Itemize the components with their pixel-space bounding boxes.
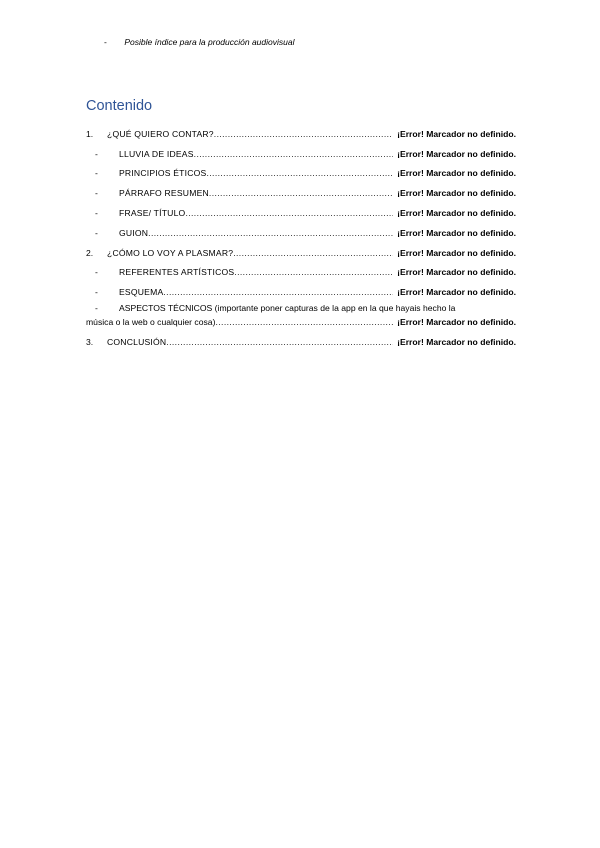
toc-entry-title: ESQUEMA	[119, 287, 164, 298]
toc-entry-title: CONCLUSIÓN	[107, 336, 167, 347]
intro-text: Posible índice para la producción audiovisual	[124, 37, 295, 47]
toc-entry-page-ref: ¡Error! Marcador no definido.	[397, 267, 516, 278]
toc-entry-title: ¿QUÉ QUIERO CONTAR?	[107, 128, 214, 139]
toc-entry-page-ref: ¡Error! Marcador no definido.	[397, 227, 516, 238]
dot-leader	[215, 317, 393, 327]
toc-entry-line	[86, 299, 516, 313]
toc-entry-referentes-artisticos[interactable]	[86, 258, 516, 278]
toc-entry-number: 3.	[86, 336, 94, 347]
toc-entry-parrafo-resumen[interactable]	[86, 178, 516, 198]
toc-entry-bullet: -	[95, 227, 98, 238]
toc-entry-bullet: -	[95, 303, 98, 314]
toc-entry-title: ¿CÓMO LO VOY A PLASMAR?	[107, 247, 234, 258]
toc-entry-guion[interactable]	[86, 218, 516, 238]
toc-entry-page-ref: ¡Error! Marcador no definido.	[397, 317, 516, 328]
toc-entry-page-ref: ¡Error! Marcador no definido.	[397, 188, 516, 199]
toc-entry-title: LLUVIA DE IDEAS	[119, 148, 194, 159]
dot-leader	[214, 129, 393, 139]
table-of-contents	[86, 119, 516, 347]
toc-entry-page-ref: ¡Error! Marcador no definido.	[397, 207, 516, 218]
dot-leader	[163, 287, 393, 297]
toc-entry-bullet: -	[95, 287, 98, 298]
toc-entry-line	[86, 313, 516, 327]
toc-entry-conclusion[interactable]	[86, 327, 516, 347]
toc-entry-title: GUION	[119, 227, 149, 238]
dot-leader	[148, 228, 393, 238]
toc-entry-page-ref: ¡Error! Marcador no definido.	[397, 247, 516, 258]
toc-entry-bullet: -	[95, 168, 98, 179]
toc-entry-page-ref: ¡Error! Marcador no definido.	[397, 128, 516, 139]
toc-entry-frase-titulo[interactable]	[86, 198, 516, 218]
toc-entry-bullet: -	[95, 188, 98, 199]
dot-leader	[209, 188, 393, 198]
toc-entry-bullet: -	[95, 148, 98, 159]
toc-entry-title: REFERENTES ARTÍSTICOS	[119, 267, 235, 278]
toc-entry-que-quiero-contar[interactable]	[86, 119, 516, 139]
dot-leader	[194, 149, 393, 159]
dot-leader	[185, 208, 393, 218]
toc-entry-principios-eticos[interactable]	[86, 159, 516, 179]
toc-heading: Contenido	[86, 98, 153, 114]
toc-entry-page-ref: ¡Error! Marcador no definido.	[397, 336, 516, 347]
toc-entry-page-ref: ¡Error! Marcador no definido.	[397, 287, 516, 298]
toc-entry-lluvia-de-ideas[interactable]	[86, 139, 516, 159]
toc-entry-esquema[interactable]	[86, 277, 516, 297]
dot-leader	[233, 248, 393, 258]
toc-entry-number: 1.	[86, 128, 94, 139]
toc-entry-title-continued: música o la web o cualquier cosa)	[86, 317, 216, 328]
intro-bullet-line	[104, 37, 294, 47]
toc-entry-number: 2.	[86, 247, 94, 258]
toc-entry-title: PÁRRAFO RESUMEN	[119, 188, 209, 199]
toc-entry-title: FRASE/ TÍTULO	[119, 207, 186, 218]
toc-entry-title: ASPECTOS TÉCNICOS (importante poner capturas de la app en la que hayais hecho la	[119, 303, 456, 314]
toc-entry-bullet: -	[95, 267, 98, 278]
dot-leader	[206, 168, 393, 178]
toc-entry-page-ref: ¡Error! Marcador no definido.	[397, 168, 516, 179]
toc-entry-aspectos-tecnicos[interactable]	[86, 299, 516, 327]
bullet-marker: -	[104, 37, 107, 47]
toc-entry-title: PRINCIPIOS ÉTICOS	[119, 168, 207, 179]
toc-entry-page-ref: ¡Error! Marcador no definido.	[397, 148, 516, 159]
dot-leader	[166, 337, 393, 347]
toc-entry-como-lo-voy-a-plasmar[interactable]	[86, 238, 516, 258]
dot-leader	[234, 267, 393, 277]
toc-entry-bullet: -	[95, 207, 98, 218]
